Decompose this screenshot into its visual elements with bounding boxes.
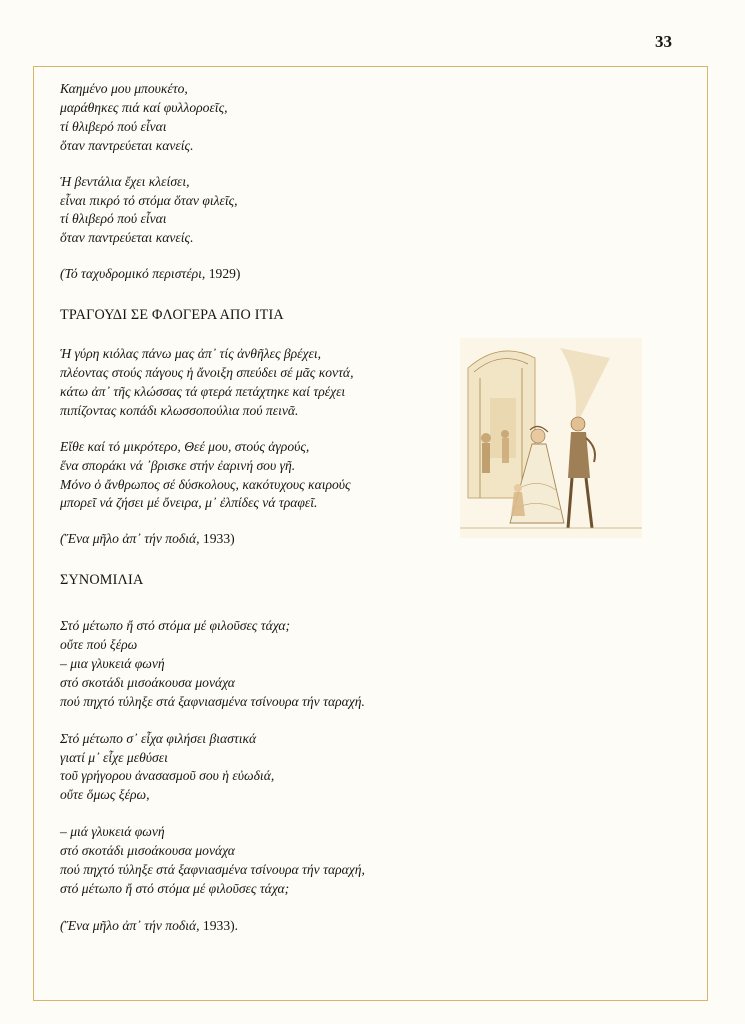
verse-line: – μια γλυκειά φωνή <box>60 655 165 671</box>
poem2-source <box>60 530 460 549</box>
poem3-title: ΣΥΝΟΜΙΛΙΑ <box>60 572 144 589</box>
verse-line: – μιά γλυκειά φωνή <box>60 824 165 840</box>
verse-line: στό μέτωπο ἤ στό στόμα μέ φιλοῦσες τάχα; <box>60 881 290 896</box>
verse-line: Μόνο ὁ ἄνθρωπος σέ δύσκολους, κακότυχους καιρούς <box>60 476 351 492</box>
verse-line: γιατί μ᾽ εἶχε μεθύσει <box>60 749 168 765</box>
verse-line: εἶναι πικρό τό στόμα ὅταν φιλεῖς, <box>60 192 238 208</box>
page-number: 33 <box>655 32 672 51</box>
source-year: 1929) <box>208 266 241 282</box>
wedding-illustration <box>460 338 642 538</box>
verse-line: Στό μέτωπο σ᾽ εἶχα φιλήσει βιαστικά <box>60 730 257 746</box>
verse-line: μπορεῖ νά ζήσει μέ ὄνειρα, μ᾽ ἐλπίδες νά τραφεῖ. <box>60 495 318 511</box>
poem1-stanza1 <box>60 80 460 156</box>
verse-line: Στό μέτωπο ἤ στό στόμα μέ φιλοῦσες τάχα; <box>60 618 291 634</box>
poem1-source <box>60 265 460 284</box>
poem2-stanza2 <box>60 438 460 514</box>
verse-line: Εἴθε καί τό μικρότερο, Θεέ μου, στούς ἀγρούς, <box>60 438 310 454</box>
verse-line: πιπίζοντας κοπάδι κλωσσοπούλια πού πεινᾶ. <box>60 402 299 418</box>
verse-line: Ἡ γύρη κιόλας πάνω μας ἀπ᾽ τίς ἀνθῆλες βρέχει, <box>60 346 322 362</box>
verse-line: στό σκοτάδι μισοάκουσα μονάχα <box>60 674 235 690</box>
verse-line: ὅταν παντρεύεται κανείς. <box>60 137 194 153</box>
verse-line: πλέοντας στούς πάγους ἡ ἄνοιξη σπεύδει σέ μᾶς κοντά, <box>60 364 354 380</box>
verse-line: πού πηχτό τύληξε στά ξαφνιασμένα τσίνουρα τήν ταραχή. <box>60 693 365 709</box>
poem1-stanza2 <box>60 173 460 249</box>
verse-line: πού πηχτό τύληξε στά ξαφνιασμένα τσίνουρα τήν ταραχή, <box>60 862 365 878</box>
source-year: 1933) <box>202 531 235 547</box>
verse-line: μαράθηκες πιά καί φυλλοροεῖς, <box>60 99 228 115</box>
poem2-title: ΤΡΑΓΟΥΔΙ ΣΕ ΦΛΟΓΕΡΑ ΑΠΟ ΙΤΙΑ <box>60 307 284 324</box>
verse-line: ἕνα σποράκι νά ᾽βρισκε στήν ἐαρινή σου γῆ. <box>60 457 296 473</box>
source-title: (Τό ταχυδρομικό περιστέρι, <box>60 266 206 282</box>
poem2-stanza1 <box>60 345 460 421</box>
verse-line: τί θλιβερό πού εἶναι <box>60 211 167 227</box>
verse-line: κάτω ἀπ᾽ τῆς κλώσσας τά φτερά πετάχτηκε καί τρέχει <box>60 383 346 399</box>
page-content <box>60 80 460 936</box>
verse-line: οὔτε πού ξέρω <box>60 637 138 653</box>
poem3-stanza1 <box>60 617 460 712</box>
verse-line: στό σκοτάδι μισοάκουσα μονάχα <box>60 843 235 859</box>
source-year: 1933). <box>202 917 239 933</box>
verse-line: ὅταν παντρεύεται κανείς. <box>60 230 194 246</box>
poem3-stanza3 <box>60 823 460 899</box>
verse-line: τοῦ γρήγορου ἀνασασμοῦ σου ἡ εὐωδιά, <box>60 768 275 784</box>
source-title: (Ἕνα μῆλο ἀπ᾽ τήν ποδιά, <box>60 531 200 547</box>
poem3-source <box>60 917 460 936</box>
source-title: (Ἕνα μῆλο ἀπ᾽ τήν ποδιά, <box>60 917 200 933</box>
verse-line: τί θλιβερό πού εἶναι <box>60 118 167 134</box>
poem3-stanza2 <box>60 730 460 806</box>
verse-line: οὔτε ὅμως ξέρω, <box>60 787 150 803</box>
verse-line: Καημένο μου μπουκέτο, <box>60 81 188 96</box>
verse-line: Ἡ βεντάλια ἔχει κλείσει, <box>60 173 190 189</box>
